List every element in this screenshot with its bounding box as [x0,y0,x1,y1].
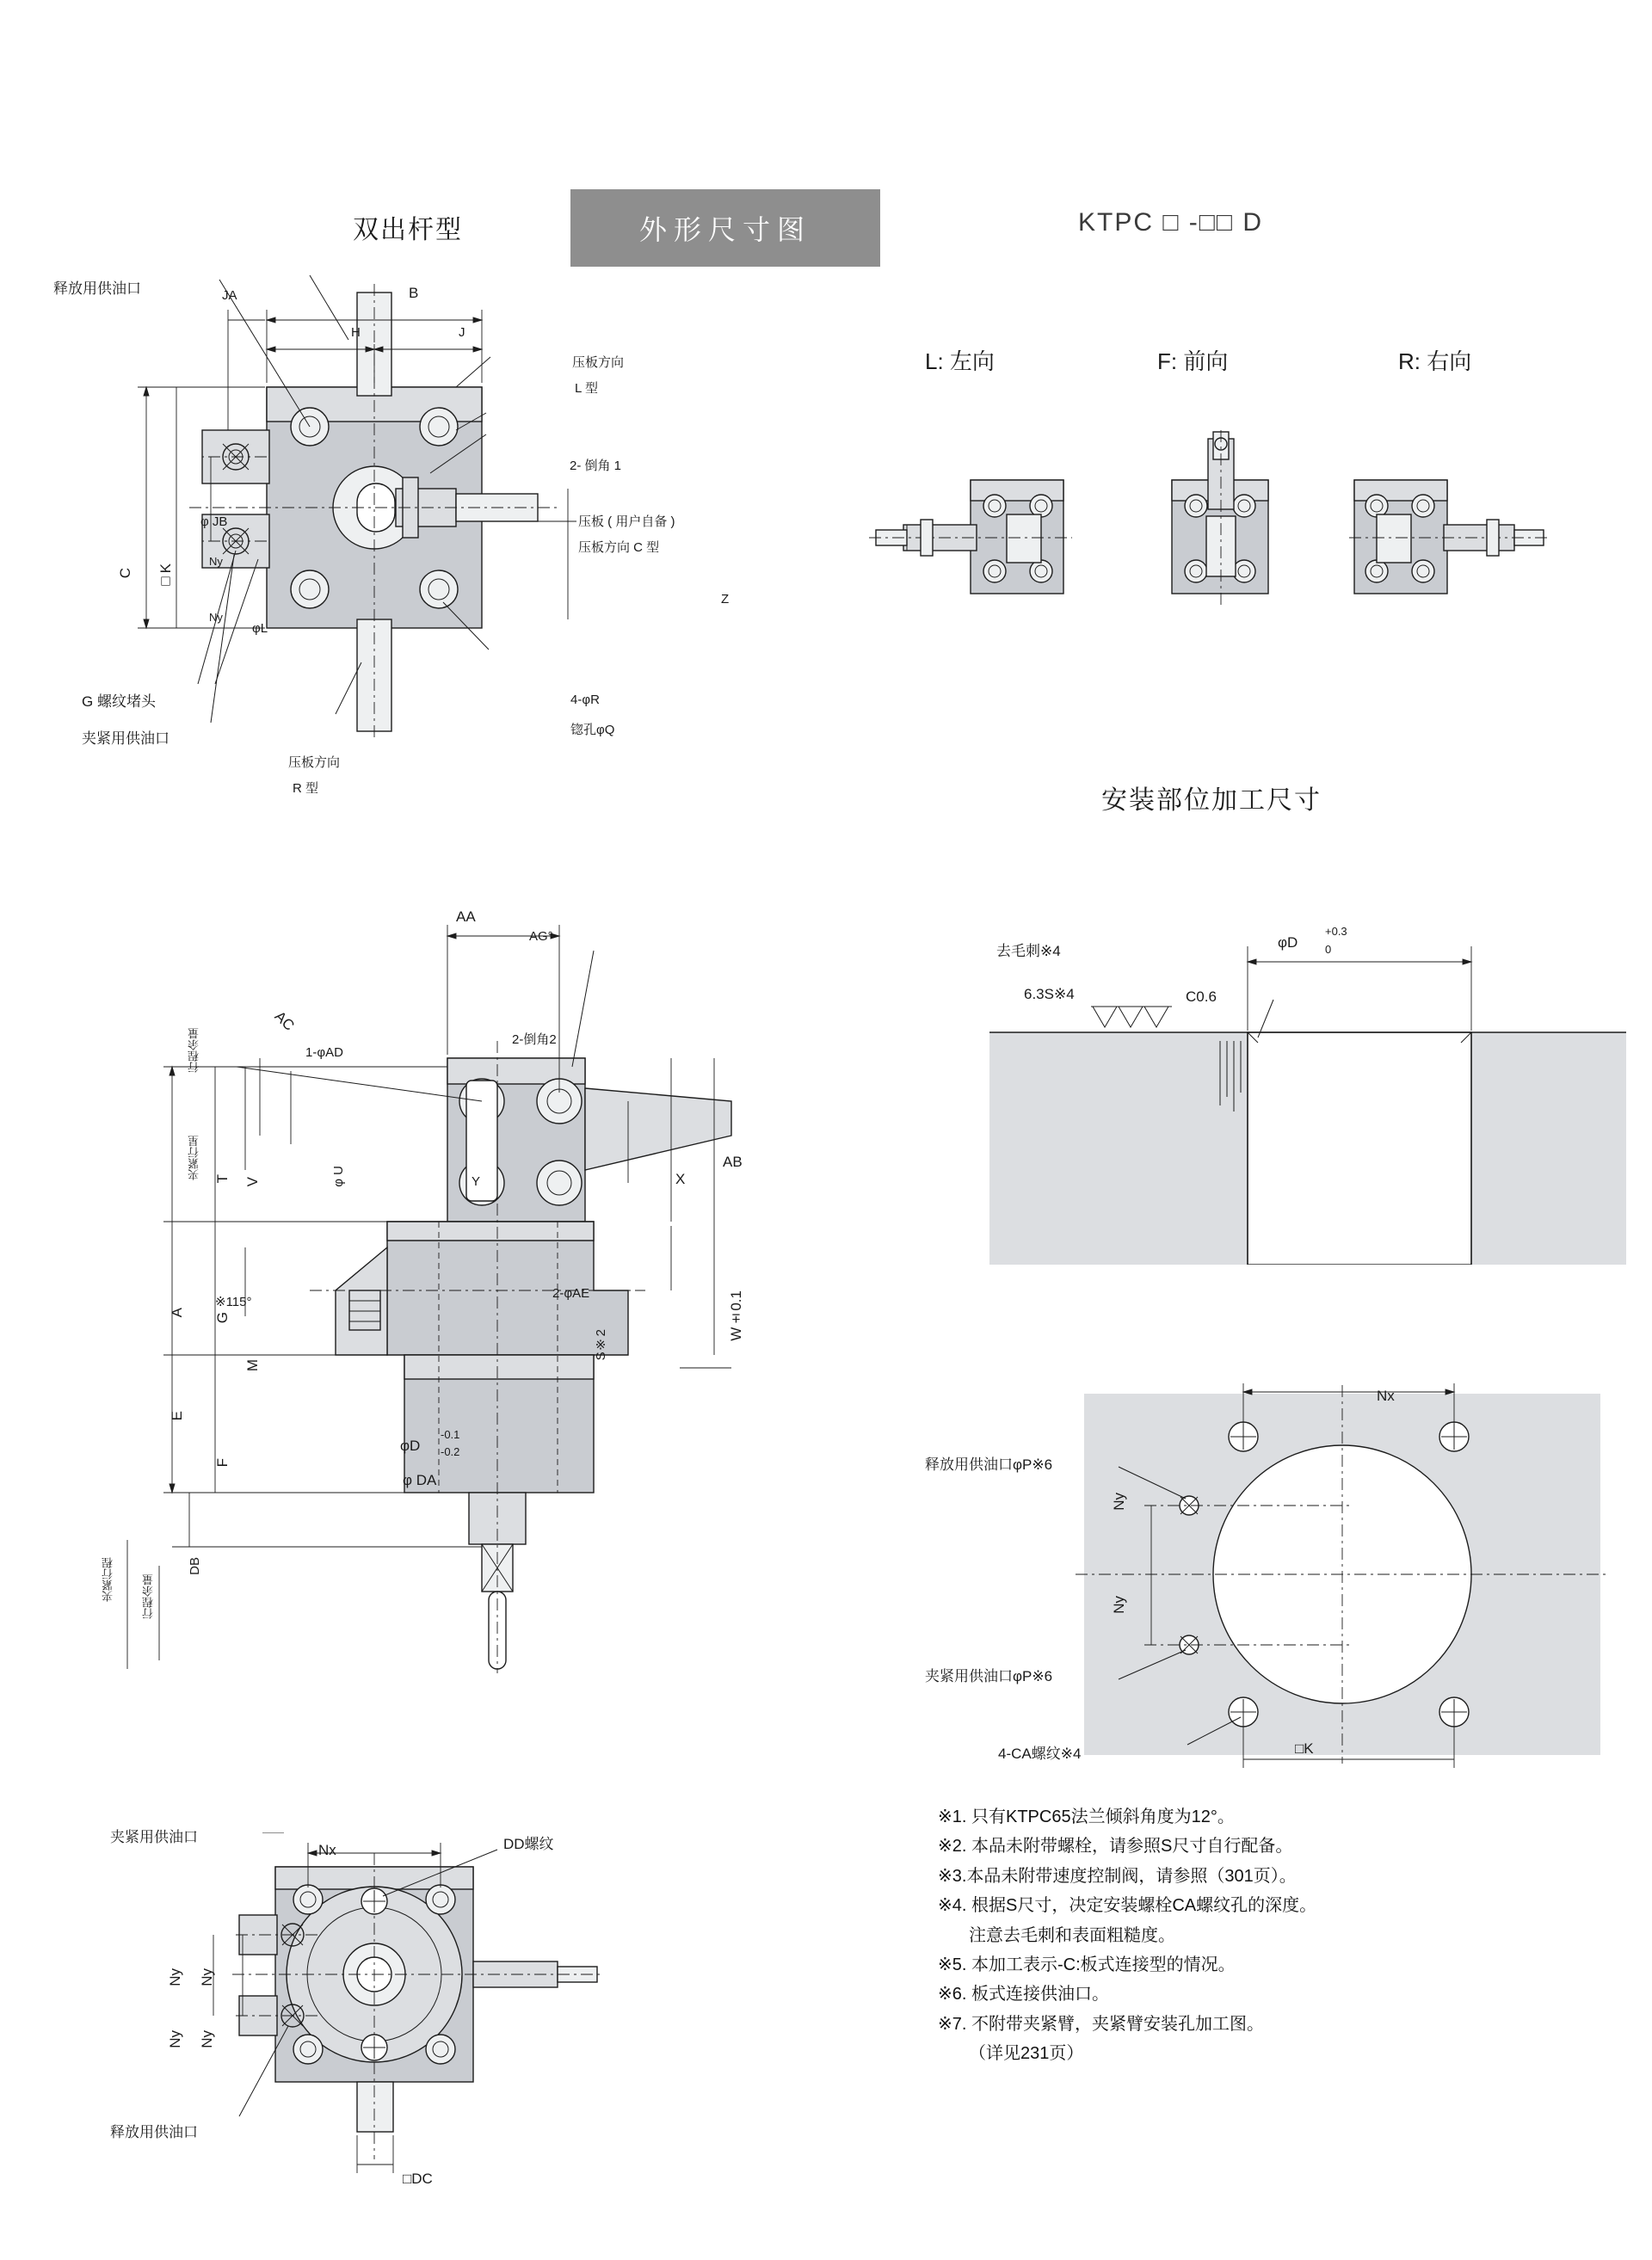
notes-list [938,1802,1618,2069]
label-ag-angle: AG° [529,929,553,944]
note-item: ※7. 不附带夹紧臂，夹紧臂安装孔加工图。 [938,2014,1264,2034]
page-title-left: 双出杆型 [353,216,463,244]
note-item: ※3.本品未附带速度控制阀，请参照（301页）。 [938,1866,1297,1886]
label-f: F [214,1458,231,1468]
label-phi-D-tol-bot: -0.2 [441,1445,460,1458]
model-code: KTPC □ -□□ D [1078,208,1264,237]
label-two-phi-AE: 2-φAE [552,1286,590,1301]
machining-face-drawing [1058,1376,1626,1781]
label-four-phi-R: 4-φR [570,693,600,707]
label-nx-machining: Nx [1377,1388,1395,1404]
label-t: T [214,1174,231,1184]
label-plate-user-supplied: 压板 ( 用户自备 ) [578,514,675,529]
note-item: ※6. 板式连接供油口。 [938,1985,1109,2004]
label-h: H [351,325,361,340]
direction-view-front [1153,430,1308,611]
label-ac: AC [271,1007,298,1034]
label-m: M [244,1359,261,1372]
label-b: B [409,285,419,301]
label-phi-D-machining-tol-bot: 0 [1325,943,1332,956]
label-deburr: 去毛刺※4 [996,943,1061,959]
label-ny-machining-2: Ny [1111,1596,1127,1614]
label-e: E [169,1411,185,1421]
label-db: DB [188,1557,202,1575]
label-clamp-port-bottom: 夹紧用供油口 [110,1829,198,1845]
note-item: ※4. 根据S尺寸，决定安装螺栓CA螺纹孔的深度。 [938,1896,1317,1916]
label-k-machining: □K [1295,1740,1314,1757]
direction-view-left [869,465,1076,611]
label-plate-direction-C: 压板方向 C 型 [578,540,660,555]
label-ny-bottom-2: Ny [199,2030,215,2048]
label-c: C [117,568,133,579]
direction-label-left: L: 左向 [925,348,995,374]
label-ny-bottom-1: Ny [199,1968,215,1986]
label-chamfer-1: 2- 倒角 1 [570,459,622,473]
label-plate-direction-L: 压板方向 [572,355,625,370]
page-header [0,95,1652,245]
front-section-drawing [77,886,792,1686]
label-clamp-port-machining: 夹紧用供油口φP※6 [925,1668,1053,1684]
label-release-port-top: 释放用供油口 [53,280,141,297]
label-plate-direction-R: 压板方向 [288,755,341,770]
label-ab: AB [723,1154,743,1170]
label-z: Z [721,592,730,607]
direction-label-front: F: 前向 [1157,348,1229,374]
note-item: 注意去毛刺和表面粗糙度。 [969,1925,1175,1945]
label-v: V [244,1177,261,1187]
bottom-view-drawing [146,1832,663,2194]
label-release-port-bottom: 释放用供油口 [110,2124,198,2140]
label-w: W±0.1 [728,1290,744,1341]
label-phi-D-machining: φD [1278,934,1298,951]
mounting-section-heading: 安装部位加工尺寸 [1101,786,1322,815]
note-item: ※1. 只有KTPC65法兰倾斜角度为12°。 [938,1807,1235,1826]
label-clamp-port-top: 夹紧用供油口 [82,730,170,747]
label-clamp-stroke-v: 夹紧行星 [188,1136,200,1180]
label-chamfer-2: 2-倒角2 [512,1032,557,1047]
label-ny-1: Ny [209,555,223,568]
label-aa: AA [456,908,476,925]
top-view-drawing [52,258,774,843]
label-phi-D-machining-tol-top: +0.3 [1325,925,1347,938]
label-ny-2: Ny [209,611,223,624]
label-x: X [675,1171,686,1187]
label-phi-D-tol-top: -0.1 [441,1428,460,1441]
label-stroke-margin-1: 行程余量 [188,1028,200,1073]
section-title-text: 外形尺寸图 [638,214,811,245]
section-title-banner [570,189,880,267]
label-a: A [169,1308,185,1318]
note-item: ※2. 本品未附带螺栓，请参照S尺寸自行配备。 [938,1837,1293,1857]
note-item: （详见231页） [969,2044,1084,2064]
label-stroke-margin-2: 行程余量 [142,1574,155,1619]
machining-bore-drawing [989,921,1626,1265]
label-y: Y [472,1174,481,1189]
label-ny-bottom-4: Ny [167,2030,183,2048]
label-counterbore-phi-Q: 锪孔φQ [570,723,615,737]
label-nx-bottom: Nx [318,1842,336,1858]
label-plate-L-type: L 型 [575,381,598,396]
label-phi-U: φ U [331,1166,346,1187]
label-phi-DA: φ DA [403,1472,437,1488]
label-phi-D-front: φD [400,1438,421,1454]
direction-label-right: R: 右向 [1398,348,1472,374]
label-dd-thread: DD螺纹 [503,1836,554,1852]
label-k: □K [157,563,174,590]
label-g: G [214,1312,231,1324]
label-angle-115: ※115° [215,1295,252,1309]
note-item: ※5. 本加工表示-C:板式连接型的情况。 [938,1955,1236,1974]
label-phi-JB: φ JB [200,514,228,529]
label-phi-L: φL [252,621,268,636]
label-clamp-stroke: 夹紧行程 [102,1557,114,1602]
label-ja: JA [222,288,237,303]
label-ny-machining-1: Ny [1111,1493,1127,1511]
label-ny-bottom-3: Ny [167,1968,183,1986]
label-one-phi-AD: 1-φAD [305,1045,343,1060]
label-release-port-machining: 释放用供油口φP※6 [925,1456,1053,1473]
label-j: J [459,325,465,340]
label-g-thread-plug: G 螺纹堵头 [82,693,156,710]
label-plate-R-type: R 型 [293,781,319,796]
label-c06: C0.6 [1186,988,1217,1005]
label-four-ca-thread: 4-CA螺纹※4 [998,1746,1082,1762]
label-dc: □DC [403,2171,433,2187]
direction-view-right [1342,465,1549,611]
label-roughness: 6.3S※4 [1024,986,1075,1002]
label-s: S※2 [594,1329,608,1361]
